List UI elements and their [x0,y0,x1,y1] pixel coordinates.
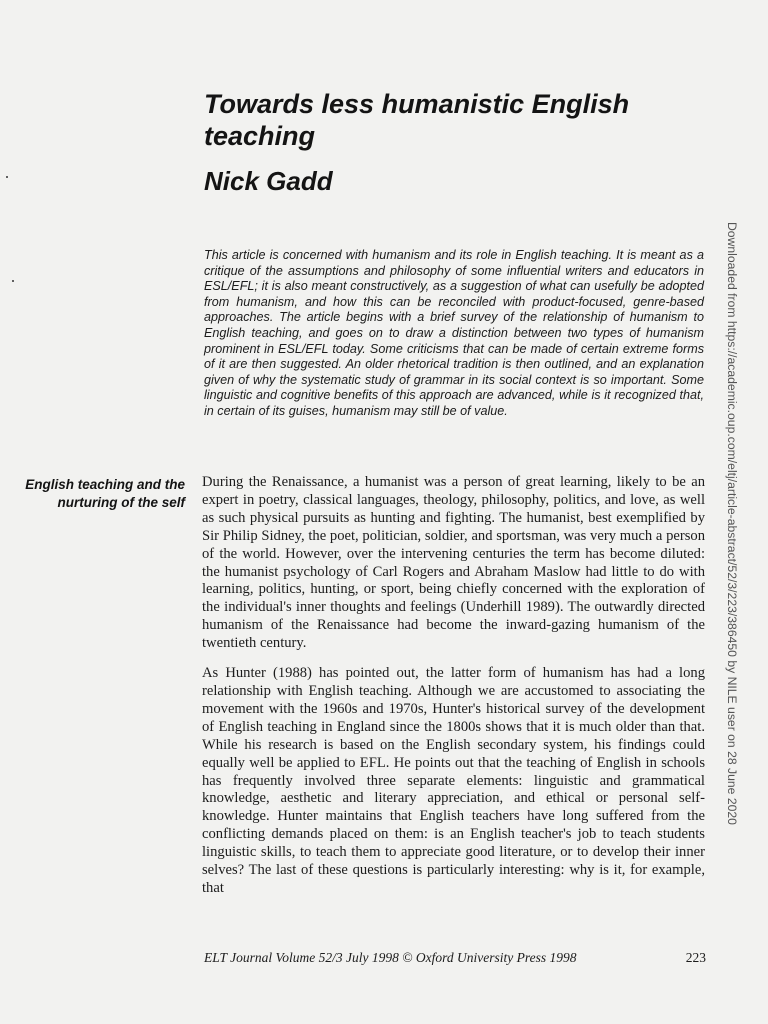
download-watermark: Downloaded from https://academic.oup.com/eltj/article-abstract/52/3/223/386450 by NILE user on 28 June 2020 [725,222,739,825]
scan-speck [6,176,8,178]
section-heading: English teaching and the nurturing of the self [25,477,185,510]
paragraph: As Hunter (1988) has pointed out, the latter form of humanism has had a long relationship with English teaching. Although we are accustomed to associating the movement with the 1960s and 1970s, Hunter's historical survey of the development of English teaching in England since the 1800s shows that it is much older than that. While his research is based on the English secondary system, his findings could equally well be applied to EFL. He points out that the teaching of English in schools has frequently involved three separate elements: linguistic and grammatical knowledge, aesthetic and literary appreciation, and ethical or personal self-knowledge. Hunter maintains that English teachers have long suffered from the conflicting demands placed on them: is an English teacher's job to teach students linguistic skills, to teach them to appreciate good literature, or to develop their inner selves? The last of these questions is particularly interesting: why is it, for example, that [202,665,705,896]
scan-speck [12,280,14,282]
body-text [202,474,705,910]
journal-footer: ELT Journal Volume 52/3 July 1998 © Oxford University Press 1998 [204,950,577,965]
paragraph: During the Renaissance, a humanist was a person of great learning, likely to be an expert in poetry, classical languages, theology, philosophy, politics, and love, as well as such physical pursuits as hunting and fighting. The humanist, best exemplified by Sir Philip Sidney, the poet, politician, soldier, and sportsman, was very much a person of the world. However, over the intervening centuries the term has become diluted: the humanist psychology of Carl Rogers and Abraham Maslow had little to do with learning, politics, hunting, or sport, being chiefly concerned with the exploration of the individual's inner thoughts and feelings (Underhill 1989). The outwardly directed humanism of the Renaissance had become the inward-gazing humanism of the twentieth century. [202,474,705,652]
article-title: Towards less humanistic English teaching [204,89,630,151]
abstract: This article is concerned with humanism and its role in English teaching. It is meant as a critique of the assumptions and philosophy of some influential writers and educators in ESL/EFL; it is also meant constructively, as a suggestion of what can usefully be adopted from humanism, and how this can be reconciled with product-focused, genre-based approaches. The article begins with a brief survey of the relationship of humanism to English teaching, and goes on to draw a distinction between two types of humanism prominent in ESL/EFL today. Some criticisms that can be made of certain extreme forms of it are then suggested. An older rhetorical tradition is then outlined, and an explanation given of why the systematic study of grammar in its social context is so important. Some linguistic and cognitive benefits of this approach are advanced, while is it recognized that, in certain of its guises, humanism may still be of value. [204,248,704,418]
author-name: Nick Gadd [204,166,333,196]
page-number: 223 [685,950,706,965]
